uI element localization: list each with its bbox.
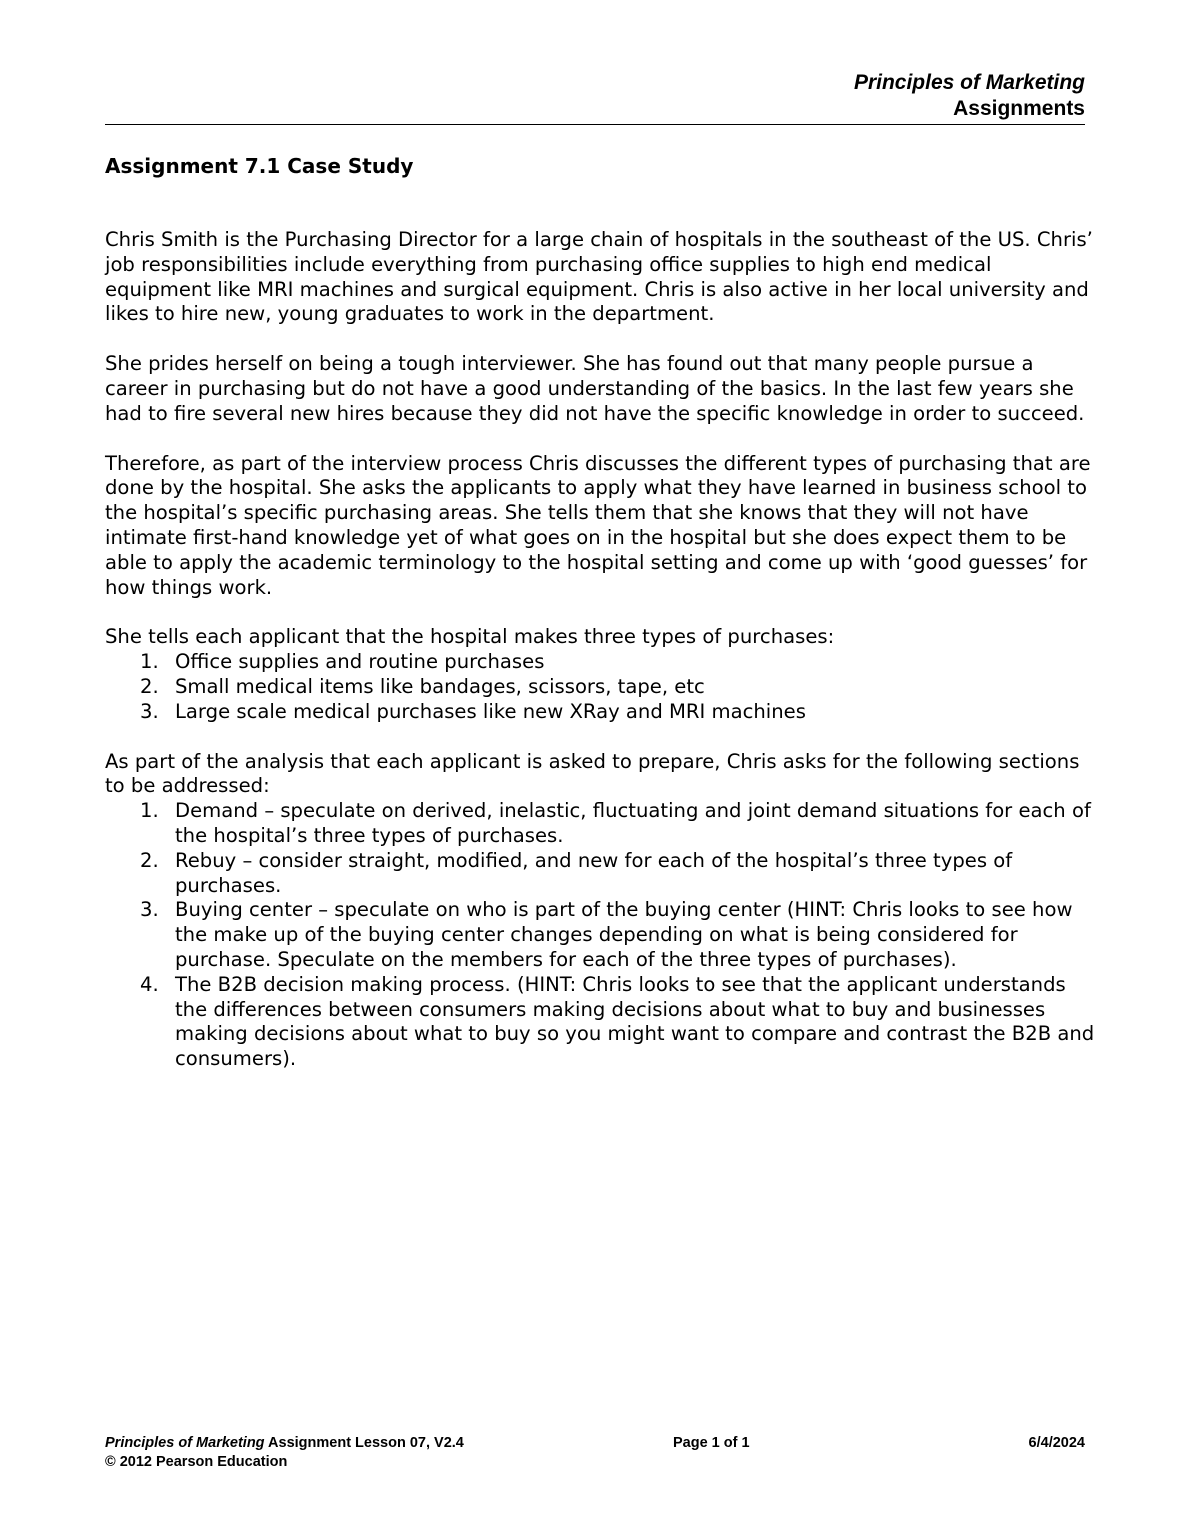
paragraph: Chris Smith is the Purchasing Director for a large chain of hospitals in the southeast of the US. Chris’ job responsibilities include everything from purchasing office supplies to high end medical equipment like MRI machines and surgical equipment. Chris is also active in her local university and likes to hire new, young graduates to work in the department. [105, 228, 1093, 326]
list-number: 4. [140, 972, 159, 996]
header-section-title: Assignments [953, 97, 1085, 120]
list-number: 3. [140, 699, 159, 723]
footer-copyright: © 2012 Pearson Education [105, 1454, 288, 1470]
page-number: Page 1 of 1 [673, 1435, 750, 1451]
page-header [105, 70, 1085, 122]
list-item-text: Rebuy – consider straight, modified, and new for each of the hospital’s three types of purchases. [175, 848, 1013, 897]
page-footer [105, 1434, 1085, 1472]
footer-lesson: Assignment Lesson 07, V2.4 [264, 1435, 464, 1451]
list-item [105, 898, 1095, 972]
list-item [105, 849, 1095, 899]
paragraph: She prides herself on being a tough interviewer. She has found out that many people pursue a career in purchasing but do not have a good understanding of the basics. In the last few years she had to fire several new hires because they did not have the specific knowledge in order to succeed. [105, 352, 1085, 425]
list-number: 3. [140, 898, 159, 922]
list-item-text: The B2B decision making process. (HINT: Chris looks to see that the applicant understands the differences between consumers making decisions about what to buy and businesses making decisions about what to buy so you might want to compare and contrast the B2B and consumers). [175, 972, 1095, 1071]
footer-date: 6/4/2024 [1028, 1435, 1085, 1451]
list-item [105, 973, 1095, 1072]
paragraph: Therefore, as part of the interview process Chris discusses the different types of purchasing that are done by the hospital. She asks the applicants to apply what they have learned in business school to the hospital’s specific purchasing areas. She tells them that she knows that they will not have intimate first-hand knowledge yet of what goes on in the hospital but she does expect them to be able to apply the academic terminology to the hospital setting and come up with ‘good guesses’ for how things work. [105, 451, 1091, 599]
footer-course-title: Principles of Marketing [105, 1435, 265, 1451]
list-item-text: Small medical items like bandages, scissors, tape, etc [175, 674, 705, 698]
list-number: 1. [140, 650, 159, 674]
list-item-text: Office supplies and routine purchases [175, 650, 545, 674]
footer-lesson-info [105, 1434, 464, 1453]
list-number: 2. [140, 848, 159, 872]
list-number: 2. [140, 674, 159, 698]
list-item-text: Buying center – speculate on who is part of the buying center (HINT: Chris looks to see how the make up of the buying center changes depending on what is being considered for purchase. Speculate on the members for each of the three types of purchases). [175, 898, 1073, 971]
purchase-types-list [105, 650, 1095, 724]
list-item [105, 675, 1095, 700]
list-item [105, 799, 1095, 849]
list-number: 1. [140, 799, 159, 823]
header-course-title: Principles of Marketing [853, 71, 1085, 94]
analysis-sections-list [105, 799, 1095, 1072]
list-item-text: Demand – speculate on derived, inelastic, fluctuating and joint demand situations for each of the hospital’s three types of purchases. [175, 799, 1091, 847]
list-item-text: Large scale medical purchases like new XRay and MRI machines [175, 699, 806, 723]
assignment-title: Assignment 7.1 Case Study [105, 154, 414, 178]
header-divider [105, 124, 1085, 125]
purchases-intro: She tells each applicant that the hospital makes three types of purchases: [105, 625, 835, 649]
sections-intro: As part of the analysis that each applicant is asked to prepare, Chris asks for the following sections to be addressed: [105, 749, 1080, 798]
list-item [105, 700, 1095, 725]
document-body [105, 151, 1095, 1072]
list-item [105, 650, 1095, 675]
